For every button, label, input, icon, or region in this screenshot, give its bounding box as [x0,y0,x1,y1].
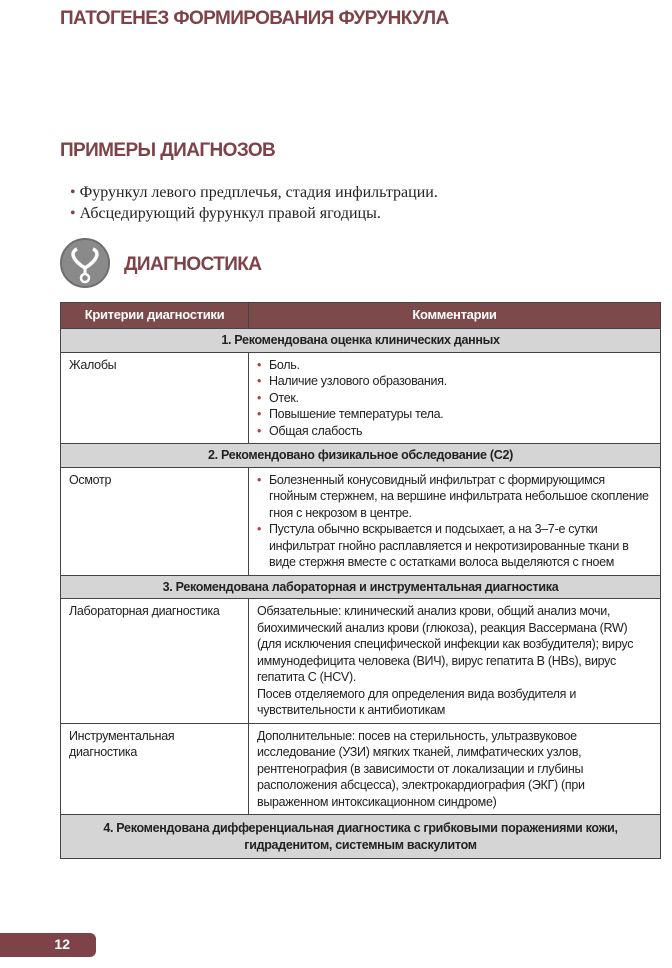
comment-cell [249,599,661,724]
list-item: • Общая слабость [257,423,652,440]
list-item: • Наличие узлового образования. [257,373,652,390]
list-item: • Пустула обычно вскрывается и подсыхает, а на 3–7-е сутки инфильтрат гнойно расплавляется и некротизированные ткани в виде стержня вместе с остатками волоса выделяются с гноем [257,521,652,571]
comment-cell [249,467,661,575]
stethoscope-icon [60,238,110,288]
table-row [61,599,661,724]
table-row [61,723,661,815]
comment-text: Дополнительные: посев на стерильность, ультразвуковое исследование (УЗИ) мягких тканей, лимфатических узлов, рентгенография (в зависимости от локализации и глубины расположения абсцесса), электрокардиография (ЭКГ) (при выраженном интоксикационном синдроме) [257,728,585,809]
criterion-cell: Жалобы [61,352,249,444]
comment-cell [249,352,661,444]
section-title-diagnostics: ДИАГНОСТИКА [124,254,262,275]
comment-text: Обязательные: клинический анализ крови, общий анализ мочи, биохимический анализ крови (глюкоза), реакция Вассермана (RW) (для исключения специфической инфекции как возбудителя); вирус иммунодефицита человека (ВИЧ), вирус гепатита В (HBs), вирус гепатита С (HCV). [257,604,634,684]
table-row [61,352,661,444]
section-row: 4. Рекомендована дифференциальная диагностика с грибковыми поражениями кожи, гидраденитом, системным васкулитом [61,815,661,859]
section-title-examples: ПРИМЕРЫ ДИАГНОЗОВ [60,140,276,161]
comment-text: Посев отделяемого для определения вида возбудителя и чувствительности к антибиотикам [257,686,577,717]
list-item: • Отек. [257,390,652,407]
table-row [61,467,661,575]
list-item: • Боль. [257,357,652,374]
page-number: 12 [0,933,96,957]
comment-cell [249,723,661,815]
list-item: • Абсцедирующий фурункул правой ягодицы. [82,203,438,224]
section-row: 2. Рекомендовано физикальное обследование (C2) [61,444,661,468]
criterion-cell: Осмотр [61,467,249,575]
diagnostics-table [60,302,661,859]
list-item: • Повышение температуры тела. [257,406,652,423]
section-row: 1. Рекомендована оценка клинических данных [61,329,661,353]
column-header: Критерии диагностики [61,303,249,329]
examples-list [79,182,438,224]
list-item: • Фурункул левого предплечья, стадия инфильтрации. [82,182,438,203]
criterion-cell: Инструментальная диагностика [61,723,249,815]
section-title-pathogenesis: ПАТОГЕНЕЗ ФОРМИРОВАНИЯ ФУРУНКУЛА [60,8,449,29]
list-item: • Болезненный конусовидный инфильтрат с формирующимся гнойным стержнем, на вершине инфильтрата небольшое скопление гноя с некрозом в центре. [257,472,652,522]
criterion-cell: Лабораторная диагностика [61,599,249,724]
section-row: 3. Рекомендована лабораторная и инструментальная диагностика [61,575,661,599]
column-header: Комментарии [249,303,661,329]
